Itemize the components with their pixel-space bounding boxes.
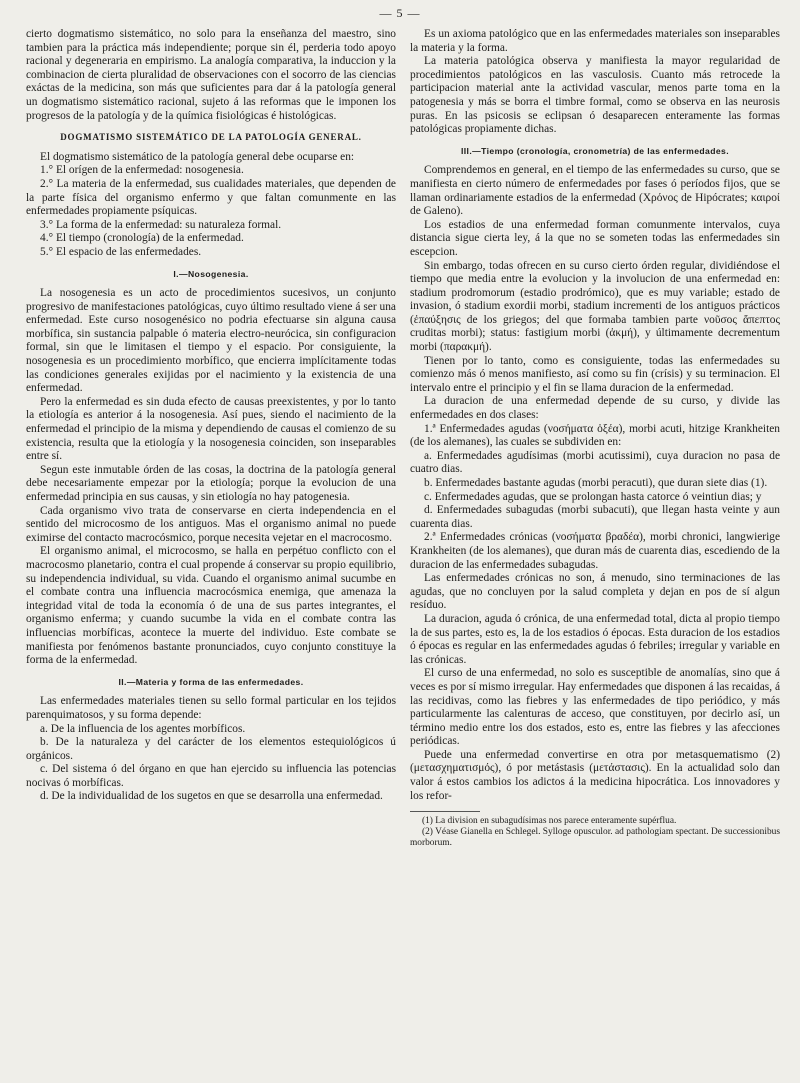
section-heading: III.—Tiempo (cronología, cronometría) de las enfermedades. bbox=[460, 145, 730, 156]
list-item: 5.° El espacio de las enfermedades. bbox=[40, 245, 202, 258]
paragraph: Tienen por lo tanto, como es consiguiente, todas las enfermedades su comienzo más ó menos manifiesto, así como su fin (crísis) y su terminacion. El intervalo entre el principio y el fin se llama duracion de la enfermedad. bbox=[410, 354, 780, 394]
paragraph: Cada organismo vivo trata de conservarse en cierta independencia en el sentido del microcosmo de los antiguos. Mas el organismo animal no puede eximirse del contacto macrocósmico, porque necesita vejetar en el macrocosmo. bbox=[26, 504, 396, 544]
footnotes bbox=[410, 816, 780, 849]
footnote: (1) La division en subagudísimas nos parece enteramente supérflua. bbox=[422, 816, 677, 827]
list-item: d. De la individualidad de los sugetos en que se desarrolla una enfermedad. bbox=[40, 790, 383, 803]
paragraph: El dogmatismo sistemático de la patología general debe ocuparse en: bbox=[40, 150, 355, 163]
list-item: b. De la naturaleza y del carácter de los elementos estequiológicos ú orgánicos. bbox=[26, 736, 396, 762]
list-item: a. De la influencia de los agentes morbíficos. bbox=[40, 722, 246, 735]
paragraph: Pero la enfermedad es sin duda efecto de causas preexistentes, y por lo tanto la etiología es anterior á la nosogenesia. Así pues, siendo el nacimiento de la enfermedad el principio de la misma y dependiendo de causas el comienzo de su existencia, resulta que la etiología y la nosogenesia coinciden, son inseparables entre sí. bbox=[26, 395, 396, 463]
list-item: 3.° La forma de la enfermedad: su naturaleza formal. bbox=[40, 218, 282, 231]
paragraph: 1.ª Enfermedades agudas (νοσήματα ὀξέα), morbi acuti, hitzige Krankheiten (de los alemanes), las cuales se subdividen en: bbox=[410, 422, 780, 449]
footnote: (2) Véase Gianella en Schlegel. Sylloge opusculor. ad pathologiam spectant. De successionibus morborum. bbox=[410, 827, 780, 849]
footnote-rule bbox=[410, 811, 480, 812]
list-item: c. Del sistema ó del órgano en que han ejercido su influencia las potencias nocivas ó morbíficas. bbox=[26, 763, 396, 789]
list-item: 2.° La materia de la enfermedad, sus cualidades materiales, que dependen de la parte física del organismo enfermo y que faltan comunmente en las enfermedades propiamente psíquicas. bbox=[26, 177, 396, 218]
paragraph: Puede una enfermedad convertirse en otra por metasquematismo (2) (μετασχηματισμός), ó por metástasis (μετάστασις). En la actualidad solo dan valor á estos cambios los adictos á la medicina hipocrática. Los innovadores y los refor- bbox=[410, 748, 780, 802]
paragraph: El curso de una enfermedad, no solo es susceptible de anomalías, sino que á veces es por sí mismo irregular. Hay enfermedades que disponen á las recaidas, á las recidivas, como las fiebres y las enfermedades de tipo periódico, y más particularmente las calenturas de acceso, que constituyen, por decirlo así, un término medio entre los dos estados, esto es, entre las fiebres y las afecciones periódicas. bbox=[410, 667, 780, 748]
list-item: 4.° El tiempo (cronología) de la enfermedad. bbox=[40, 232, 244, 245]
paragraph: Las enfermedades materiales tienen su sello formal particular en los tejidos parenquimatosos, y su forma depende: bbox=[26, 695, 396, 721]
paragraph: El organismo animal, el microcosmo, se halla en perpétuo conflicto con el macrocosmo planetario, contra el cual propende á conservar su propio equilibrio, su independencia individual, su vida. Cuando el organismo animal sucumbe en el combate contra una influencia macrocósmica enemiga, que amenaza la integridad vital de toda la economía ó de una de sus partes integrantes, el organismo enferma; y cuando sucumbe la vida en el combate contra las influencias morbíficas, acontece la muerte del individuo. Este combate se manifiesta por fenómenos bastante pronunciados, cuyo conjunto constituye la forma de la enfermedad. bbox=[26, 545, 396, 667]
paragraph: 2.ª Enfermedades crónicas (νοσήματα βραδέα), morbi chronici, langwierige Krankheiten (de los alemanes), que duran más de cuarenta dias, escediendo de la duracion de las enfermedades subagudas. bbox=[410, 531, 780, 571]
paragraph: cierto dogmatismo sistemático, no solo para la enseñanza del maestro, sino tambien para la práctica más independiente; porque sin él, perderia todo apoyo racional y degeneraria en empirismo. La analogía comparativa, la induccion y la combinacion de cierta pluralidad de observaciones con el socorro de las ciencias exáctas de la medicina, son más que suficientes para dar á la patología general un dogmatismo sistemático racional, sujeto á las reformas que le imponen los progresos de la patología y de la química fisiológicas é histológicas. bbox=[26, 28, 396, 122]
paragraph: Las enfermedades crónicas no son, á menudo, sino terminaciones de las agudas, que no concluyen por la salud completa y dejan en pos de sí algun resíduo. bbox=[410, 572, 780, 612]
paragraph: La nosogenesia es un acto de procedimientos sucesivos, un conjunto progresivo de manifestaciones patológicas, cuyo último resultado viene á ser una enfermedad. Este curso nosogenésico no podria efectuarse sin alguna causa morbífica, sin sustancia palpable ó materia electro-neurócica, sin configuracion formal, sin que le limitasen el tiempo y el espacio. Por consiguiente, la nosogenesia es un procedimiento morbífico, que encierra implícitamente todas las condiciones generales exijidas por el nacimiento y la existencia de una enfermedad. bbox=[26, 287, 396, 395]
paragraph: Es un axioma patológico que en las enfermedades materiales son inseparables la materia y la forma. bbox=[410, 28, 780, 54]
section-heading: I.—Nosogenesia. bbox=[173, 268, 249, 279]
paragraph: Sin embargo, todas ofrecen en su curso cierto órden regular, dividiéndose el tiempo que media entre la evolucion y la involucion de una enfermedad en: stadium prodromorum (estadio prodrómico), que es muy variable; estado de invasion, ó stadium exordii morbi, stadium incrementi de los antiguos prácticos (ἐπαύξησις de los griegos; del que formaba tambien parte νοῦσος ἄπεπτος cruditas morbi); status: fastigium morbi (ἀκμή), y últimamente decrementum morbi (παρακμή). bbox=[410, 259, 780, 354]
paragraph: La duracion, aguda ó crónica, de una enfermedad total, dicta al propio tiempo la de sus partes, esto es, la de los estadios ó épocas. Esta duracion de los estadios ó épocas es regular en las enfermedades agudas ó febriles; irregular y variable en las crónicas. bbox=[410, 612, 780, 666]
list-item: d. Enfermedades subagudas (morbi subacuti), que llegan hasta veinte y aun cuarenta dias. bbox=[410, 504, 780, 530]
page-number: — 5 — bbox=[379, 6, 421, 20]
left-column bbox=[26, 28, 396, 804]
right-column bbox=[410, 28, 780, 849]
list-item: a. Enfermedades agudísimas (morbi acutissimi), cuya duracion no pasa de cuatro dias. bbox=[410, 449, 780, 476]
paragraph: La materia patológica observa y manifiesta la mayor regularidad de procedimientos patológicos en las vasculosis. Cuanto más retrocede la participacion material ante la actividad vascular, menos parte toma en la patogenesia y más se borra el timbre formal, como se observa en las neurosis puras. En las psicosis se eclipsan ó desaparecen enteramente las formas patológicas propiamente dichas. bbox=[410, 55, 780, 136]
list-item: b. Enfermedades bastante agudas (morbi peracuti), que duran siete dias (1). bbox=[424, 477, 768, 489]
paragraph: Los estadios de una enfermedad forman comunmente intervalos, cuya distancia sigue cierta ley, á la que no se someten todas las enfermedades sin escepcion. bbox=[410, 218, 780, 258]
list-item: c. Enfermedades agudas, que se prolongan hasta catorce ó veintiun dias; y bbox=[424, 490, 762, 503]
section-heading: II.—Materia y forma de las enfermedades. bbox=[118, 676, 304, 687]
paragraph: Comprendemos en general, en el tiempo de las enfermedades su curso, que se manifiesta en cierto número de enfermedades por fases ó períodos fijos, que se llaman ordinariamente estadios de la enfermedad (Χρόνος de Hipócrates; καιροί de Galeno). bbox=[410, 164, 780, 218]
paragraph: La duracion de una enfermedad depende de su curso, y divide las enfermedades en dos clases: bbox=[410, 395, 780, 422]
paragraph: Segun este inmutable órden de las cosas, la doctrina de la patología general debe necesariamente empezar por la etiología; porque la evolucion de una enfermedad principia en sus causas, y sin etiología no hay patogenesia. bbox=[26, 463, 396, 503]
section-heading: DOGMATISMO SISTEMÁTICO DE LA PATOLOGÍA GENERAL. bbox=[60, 132, 362, 143]
list-item: 1.° El orígen de la enfermedad: nosogenesia. bbox=[40, 164, 244, 177]
